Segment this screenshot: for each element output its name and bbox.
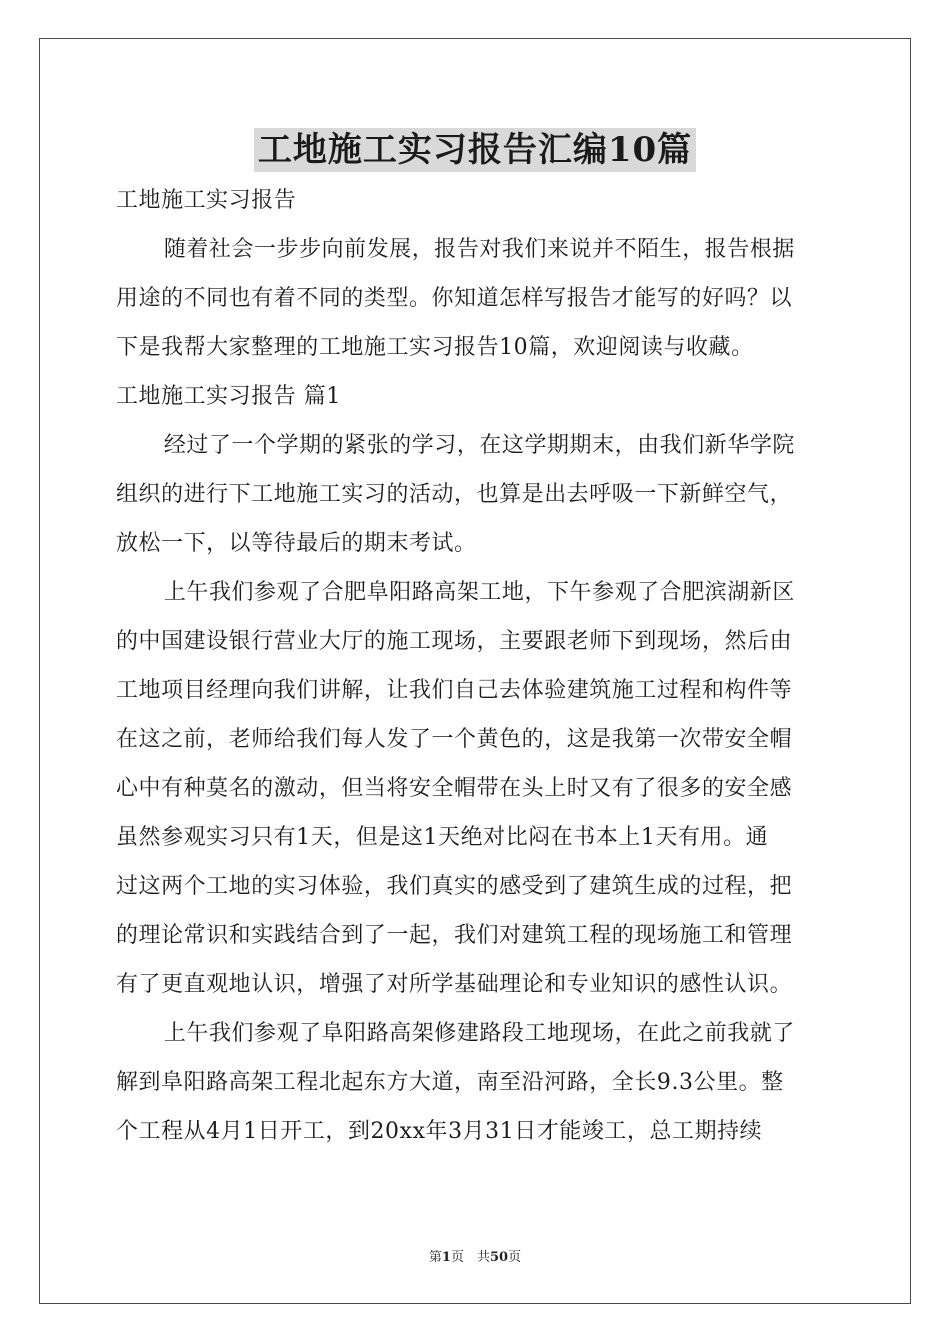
text-line: 上午我们参观了合肥阜阳路高架工地，下午参观了合肥滨湖新区 — [163, 580, 795, 605]
text-line: 放松一下，以等待最后的期末考试。 — [116, 531, 477, 556]
text-line: 心中有种莫名的激动，但当将安全帽带在头上时又有了很多的安全感 — [116, 776, 793, 801]
page-suffix: 页 — [508, 1250, 522, 1265]
document-body — [116, 176, 836, 1156]
text-line: 用途的不同也有着不同的类型。你知道怎样写报告才能写的好吗？以 — [116, 286, 793, 311]
text-line: 个工程从4月1日开工，到20xx年3月31日才能竣工，总工期持续 — [116, 1119, 763, 1144]
title-container — [0, 128, 950, 172]
text-line: 的理论常识和实践结合到了一起，我们对建筑工程的现场施工和管理 — [116, 923, 793, 948]
text-line: 过这两个工地的实习体验，我们真实的感受到了建筑生成的过程，把 — [116, 874, 793, 899]
text-line: 组织的进行下工地施工实习的活动，也算是出去呼吸一下新鲜空气， — [116, 482, 793, 507]
text-line: 虽然参观实习只有1天，但是这1天绝对比闷在书本上1天有用。通 — [116, 825, 769, 850]
current-page-number: 1 — [441, 1250, 451, 1265]
text-line: 上午我们参观了阜阳路高架修建路段工地现场，在此之前我就了 — [163, 1021, 795, 1046]
text-line: 下是我帮大家整理的工地施工实习报告10篇，欢迎阅读与收藏。 — [116, 335, 754, 360]
page-prefix: 第 — [428, 1250, 442, 1265]
text-line: 工地项目经理向我们讲解，让我们自己去体验建筑施工过程和构件等 — [116, 678, 793, 703]
text-line: 随着社会一步步向前发展，报告对我们来说并不陌生，报告根据 — [163, 237, 795, 262]
text-line: 工地施工实习报告 — [116, 188, 297, 213]
page-mid: 页 共 — [450, 1250, 490, 1265]
text-line: 在这之前，老师给我们每人发了一个黄色的，这是我第一次带安全帽 — [116, 727, 793, 752]
total-page-number: 50 — [489, 1250, 509, 1265]
text-line: 有了更直观地认识，增强了对所学基础理论和专业知识的感性认识。 — [116, 972, 793, 997]
text-line: 解到阜阳路高架工程北起东方大道，南至沿河路，全长9.3公里。整 — [116, 1070, 784, 1095]
text-line: 经过了一个学期的紧张的学习，在这学期期末，由我们新华学院 — [163, 433, 795, 458]
page-footer — [0, 1246, 950, 1265]
text-line: 的中国建设银行营业大厅的施工现场，主要跟老师下到现场，然后由 — [116, 629, 793, 654]
text-line: 工地施工实习报告 篇1 — [116, 384, 341, 409]
document-title: 工地施工实习报告汇编10篇 — [254, 128, 696, 172]
